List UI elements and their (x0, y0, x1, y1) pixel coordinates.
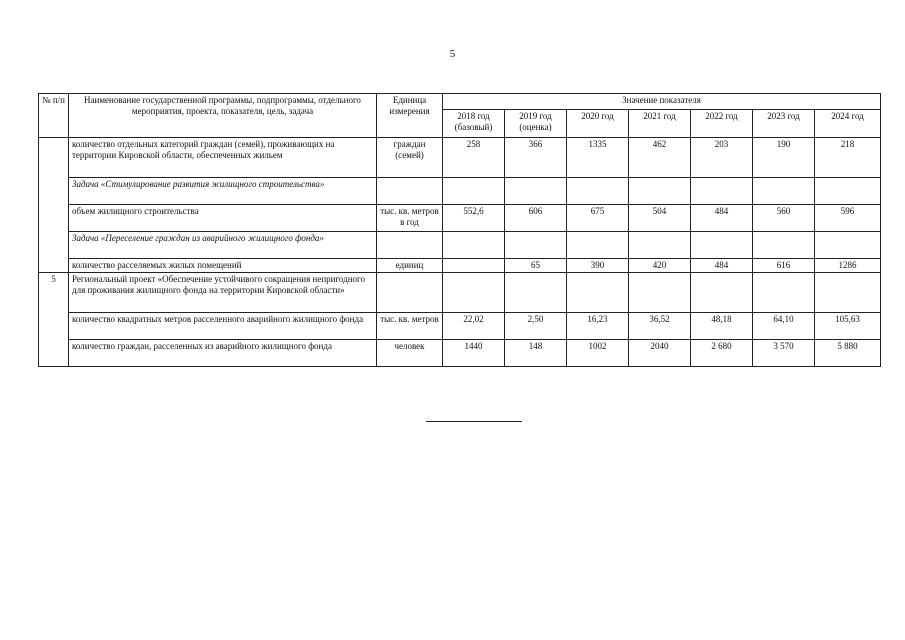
table-row (39, 259, 881, 273)
header-num: № п/п (39, 94, 69, 138)
row-value: 560 (753, 205, 815, 232)
row-num (39, 138, 69, 273)
row-value: 218 (815, 138, 881, 178)
row-unit (377, 232, 443, 259)
table-row (39, 273, 881, 313)
row-value: 390 (567, 259, 629, 273)
row-value: 616 (753, 259, 815, 273)
header-year: 2018 год (базовый) (443, 110, 505, 138)
row-unit (377, 273, 443, 313)
row-value (691, 273, 753, 313)
row-value: 462 (629, 138, 691, 178)
row-value (629, 232, 691, 259)
indicators-table (38, 93, 881, 367)
header-year: 2022 год (691, 110, 753, 138)
row-value: 606 (505, 205, 567, 232)
row-name: количество граждан, расселенных из аварийного жилищного фонда (69, 340, 377, 367)
row-name: Задача «Переселение граждан из аварийного жилищного фонда» (69, 232, 377, 259)
page-number: 5 (449, 48, 456, 60)
header-value-group: Значение показателя (443, 94, 881, 110)
table-row (39, 313, 881, 340)
table-row (39, 340, 881, 367)
row-value (691, 178, 753, 205)
row-num: 5 (39, 273, 69, 367)
row-value (505, 178, 567, 205)
header-name: Наименование государственной программы, подпрограммы, отдельного мероприятия, проекта, показателя, цель, задача (69, 94, 377, 138)
row-value (753, 232, 815, 259)
header-year: 2024 год (815, 110, 881, 138)
row-value: 596 (815, 205, 881, 232)
row-value (815, 178, 881, 205)
row-name: количество расселяемых жилых помещений (69, 259, 377, 273)
table-body (39, 138, 881, 367)
table-row (39, 232, 881, 259)
row-value: 504 (629, 205, 691, 232)
row-value: 5 880 (815, 340, 881, 367)
row-name: Задача «Стимулирование развития жилищного строительства» (69, 178, 377, 205)
row-value: 203 (691, 138, 753, 178)
row-name: объем жилищного строительства (69, 205, 377, 232)
row-value: 36,52 (629, 313, 691, 340)
row-name: Региональный проект «Обеспечение устойчивого сокращения непригодного для проживания жилищного фонда на территории Кировской области» (69, 273, 377, 313)
row-value: 258 (443, 138, 505, 178)
row-value: 3 570 (753, 340, 815, 367)
row-value: 552,6 (443, 205, 505, 232)
row-value: 148 (505, 340, 567, 367)
row-value (505, 273, 567, 313)
row-value: 16,23 (567, 313, 629, 340)
row-unit: человек (377, 340, 443, 367)
row-value: 64,10 (753, 313, 815, 340)
row-value: 105,63 (815, 313, 881, 340)
table-header (39, 94, 881, 138)
row-unit: граждан (семей) (377, 138, 443, 178)
row-unit (377, 178, 443, 205)
table-row (39, 138, 881, 178)
row-value: 2040 (629, 340, 691, 367)
header-year: 2019 год (оценка) (505, 110, 567, 138)
table-row (39, 178, 881, 205)
row-unit: единиц (377, 259, 443, 273)
header-year: 2021 год (629, 110, 691, 138)
row-value: 2,50 (505, 313, 567, 340)
row-value: 366 (505, 138, 567, 178)
row-value (443, 273, 505, 313)
table-row (39, 205, 881, 232)
row-value: 190 (753, 138, 815, 178)
row-value: 1286 (815, 259, 881, 273)
row-value (815, 273, 881, 313)
row-value (567, 273, 629, 313)
row-value: 484 (691, 205, 753, 232)
row-unit: тыс. кв. метров в год (377, 205, 443, 232)
row-value (629, 273, 691, 313)
row-value: 1002 (567, 340, 629, 367)
row-name: количество отдельных категорий граждан (семей), проживающих на территории Кировской области, обеспеченных жильем (69, 138, 377, 178)
row-value (753, 273, 815, 313)
row-value: 420 (629, 259, 691, 273)
row-value (629, 178, 691, 205)
row-value (443, 259, 505, 273)
row-value: 484 (691, 259, 753, 273)
row-value: 2 680 (691, 340, 753, 367)
row-value: 65 (505, 259, 567, 273)
row-value (815, 232, 881, 259)
row-value (443, 232, 505, 259)
header-unit: Единица измерения (377, 94, 443, 138)
row-value: 1335 (567, 138, 629, 178)
row-name: количество квадратных метров расселенного аварийного жилищного фонда (69, 313, 377, 340)
row-value: 22,02 (443, 313, 505, 340)
header-year: 2020 год (567, 110, 629, 138)
row-value (567, 232, 629, 259)
end-divider-line (426, 421, 522, 422)
row-value (753, 178, 815, 205)
row-value (691, 232, 753, 259)
row-unit: тыс. кв. метров (377, 313, 443, 340)
row-value (505, 232, 567, 259)
row-value (567, 178, 629, 205)
row-value: 675 (567, 205, 629, 232)
header-year: 2023 год (753, 110, 815, 138)
row-value: 48,18 (691, 313, 753, 340)
row-value: 1440 (443, 340, 505, 367)
row-value (443, 178, 505, 205)
